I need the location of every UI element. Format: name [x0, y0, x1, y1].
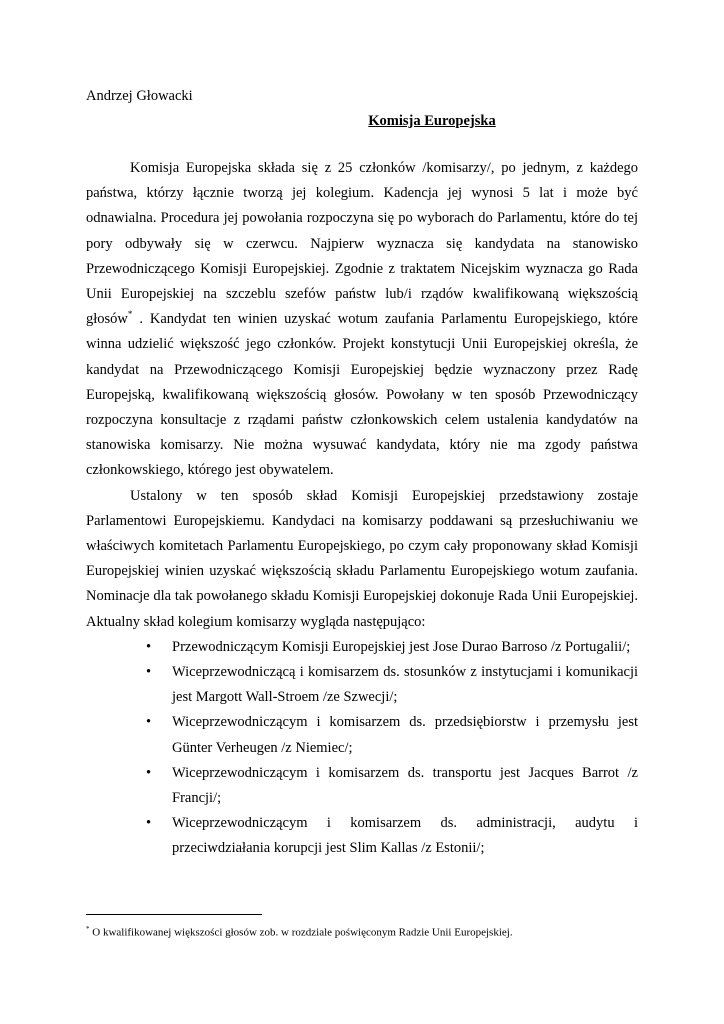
list-item [86, 635, 638, 660]
list-item-text: Przewodniczącym Komisji Europejskiej jest Jose Durao Barroso /z Portugalii/; [172, 638, 631, 655]
author-name: Andrzej Głowacki [86, 88, 193, 104]
list-item-text: Wiceprzewodniczącym i komisarzem ds. administracji, audytu i przeciwdziałania korupcji jest Slim Kallas /z Estonii/; [172, 815, 638, 857]
list-item [86, 811, 638, 861]
footnote-divider [86, 914, 262, 915]
body-text [86, 156, 638, 862]
bullet-icon: • [146, 764, 152, 781]
list-item-text: Wiceprzewodniczącym i komisarzem ds. przedsiębiorstw i przemysłu jest Günter Verheugen /z Niemiec/; [172, 714, 638, 756]
list-item [86, 660, 638, 710]
bullet-icon: • [146, 664, 152, 681]
paragraph-1-text-a: Komisja Europejska składa się z 25 członków /komisarzy/, po jednym, z każdego państwa, którzy łącznie tworzą jej kolegium. Kadencja jej wynosi 5 lat i może być odnawialna. Procedura jej powołania rozpoczyna się po wyborach do Parlamentu, które do tej pory odbywały się w czerwcu. Najpierw wyznacza się kandydata na stanowisko Przewodniczącego Komisji Europejskiej. Zgodnie z traktatem Nicejskim wyznacza go Rada Unii Europejskiej na szczeblu szefów państw lub/i rządów kwalifikowaną większością głosów [86, 160, 638, 328]
paragraph-1-text-b: . Kandydat ten winien uzyskać wotum zaufania Parlamentu Europejskiego, które winna udzielić większość jego członków. Projekt konstytucji Unii Europejskiej określa, że kandydat na Przewodniczącego Komisji Europejskiej będzie wyznaczony przez Radę Europejską, kwalifikowaną większością głosów. Powołany w ten sposób Przewodniczący rozpoczyna konsultacje z rządami państw członkowskich celem ustalenia kandydatów na stanowiska komisarzy. Nie można wysuwać kandydata, który nie ma zgody państwa członkowskiego, którego jest obywatelem. [86, 311, 638, 479]
list-item-text: Wiceprzewodniczącym i komisarzem ds. transportu jest Jacques Barrot /z Francji/; [172, 764, 638, 807]
list-item [86, 761, 638, 811]
list-item [86, 710, 638, 760]
bullet-icon: • [146, 714, 152, 731]
paragraph-1 [86, 156, 638, 484]
footnote-reference: * [127, 309, 133, 320]
footnote [86, 922, 513, 940]
paragraph-2: Ustalony w ten sposób skład Komisji Europejskiej przedstawiony zostaje Parlamentowi Europejskiemu. Kandydaci na komisarzy poddawani są przesłuchiwaniu we właściwych komitetach Parlamentu Europejskiego, po czym cały proponowany skład Komisji Europejskiej winien uzyskać większością składu Parlamentu Europejskiego wotum zaufania. Nominacje dla tak powołanego składu Komisji Europejskiej dokonuje Rada Unii Europejskiej. Aktualny skład kolegium komisarzy wygląda następująco: [86, 487, 638, 630]
bullet-icon: • [146, 815, 152, 832]
list-item-text: Wiceprzewodniczącą i komisarzem ds. stosunków z instytucjami i komunikacji jest Margott Wall-Stroem /ze Szwecji/; [172, 664, 638, 706]
footnote-mark: * [86, 925, 90, 933]
commissioners-list [86, 635, 638, 862]
footnote-text: O kwalifikowanej większości głosów zob. w rozdziale poświęconym Radzie Unii Europejskiej. [89, 926, 513, 939]
bullet-icon: • [146, 638, 152, 655]
document-title: Komisja Europejska [368, 113, 496, 129]
